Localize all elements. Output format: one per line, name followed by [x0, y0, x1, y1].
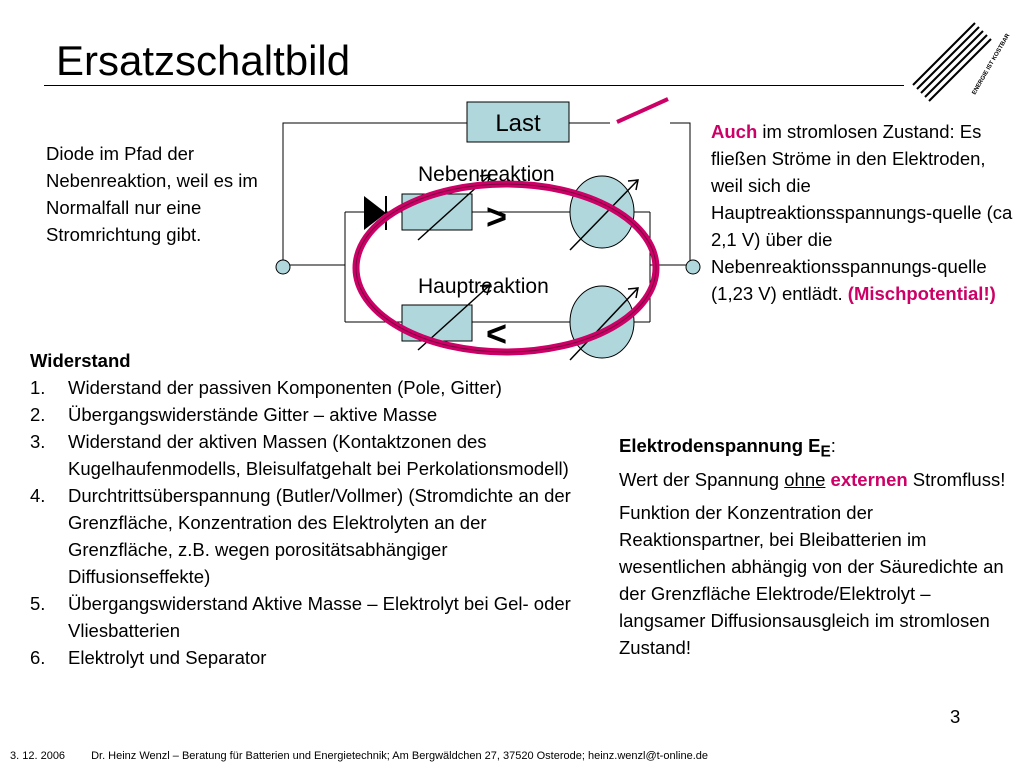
flow-arrow-top: > — [486, 196, 508, 237]
elektroden-heading-sub: E — [820, 443, 831, 461]
widerstand-list — [30, 374, 590, 671]
right-note — [711, 118, 1021, 307]
footer-text: Dr. Heinz Wenzl – Beratung für Batterien und Energietechnik; Am Bergwäldchen 27, 37520 Osterode; heinz.wenzl@t-online.de — [91, 750, 708, 762]
list-item — [30, 401, 590, 428]
diode-note: Diode im Pfad der Nebenreaktion, weil es im Normalfall nur eine Stromrichtung gibt. — [46, 143, 258, 245]
circuit-diagram — [270, 95, 710, 360]
title-divider — [44, 85, 904, 86]
elektroden-heading-main: Elektrodenspannung E — [619, 435, 821, 456]
logo-text: ENERGIE IST KOSTBAR — [971, 32, 1012, 96]
footer — [10, 750, 708, 762]
neben-label: Nebenreaktion — [418, 163, 555, 186]
terminal-right — [686, 260, 700, 274]
list-item-number: 3. — [30, 431, 46, 452]
list-item-text: Durchtrittsüberspannung (Butler/Vollmer) (Stromdichte an der Grenzfläche, Konzentration des Elektrolyten an der Grenzfläche, z.B. wegen porositätsabhängiger Diffusionseffekte) — [68, 485, 571, 587]
widerstand-heading: Widerstand — [30, 350, 131, 371]
list-item-number: 5. — [30, 593, 46, 614]
elektroden-ohne: ohne — [784, 468, 826, 490]
list-item — [30, 374, 590, 401]
list-item-text: Widerstand der aktiven Massen (Kontaktzonen des Kugelhaufenmodells, Bleisulfatgehalt bei Perkolationsmodell) — [68, 431, 569, 479]
list-item-text: Übergangswiderstand Aktive Masse – Elektrolyt bei Gel- oder Vliesbatterien — [68, 593, 571, 641]
flow-arrow-bottom: < — [486, 313, 508, 354]
haupt-label: Hauptreaktion — [418, 275, 549, 298]
elektroden-section — [619, 432, 1009, 661]
load-label: Last — [495, 110, 541, 137]
widerstand-section — [30, 347, 590, 671]
terminal-left — [276, 260, 290, 274]
list-item — [30, 482, 590, 590]
list-item — [30, 644, 590, 671]
elektroden-externen: externen — [830, 468, 908, 490]
elektroden-heading-block — [619, 432, 1009, 493]
elektroden-line-post: Stromfluss! — [907, 468, 1006, 490]
list-item — [30, 590, 590, 644]
list-item-text: Widerstand der passiven Komponenten (Pole, Gitter) — [68, 377, 502, 398]
list-item-number: 2. — [30, 404, 46, 425]
footer-date: 3. 12. 2006 — [10, 750, 66, 762]
right-note-body: im stromlosen Zustand: Es fließen Ströme in den Elektroden, weil sich die Hauptreaktionsspannungs-quelle (ca 2,1 V) über die Nebenreaktionsspannungs-quelle (1,23 V) entlädt. — [711, 121, 1013, 304]
list-item — [30, 428, 590, 482]
elektroden-heading-colon: : — [830, 435, 836, 456]
page-number: 3 — [950, 706, 961, 727]
page-title: Ersatzschaltbild — [56, 37, 351, 84]
elektroden-paragraph: Funktion der Konzentration der Reaktionspartner, bei Bleibatterien im wesentlichen abhängig von der Säuredichte an der Grenzfläche Elektrode/Elektrolyt – langsamer Diffusionsausgleich im stromlosen Zustand! — [619, 501, 1004, 658]
right-note-lead: Auch — [711, 121, 758, 142]
neben-source — [570, 176, 634, 248]
list-item-number: 1. — [30, 377, 46, 398]
list-item-text: Elektrolyt und Separator — [68, 647, 267, 668]
elektroden-line-pre: Wert der Spannung — [619, 468, 785, 490]
list-item-number: 4. — [30, 485, 46, 506]
energy-logo-icon — [905, 15, 1012, 105]
elektroden-heading — [619, 435, 831, 461]
list-item-text: Übergangswiderstände Gitter – aktive Masse — [68, 404, 438, 425]
list-item-number: 6. — [30, 647, 46, 668]
right-note-emphasis: (Mischpotential!) — [847, 283, 996, 304]
open-switch — [617, 99, 668, 122]
